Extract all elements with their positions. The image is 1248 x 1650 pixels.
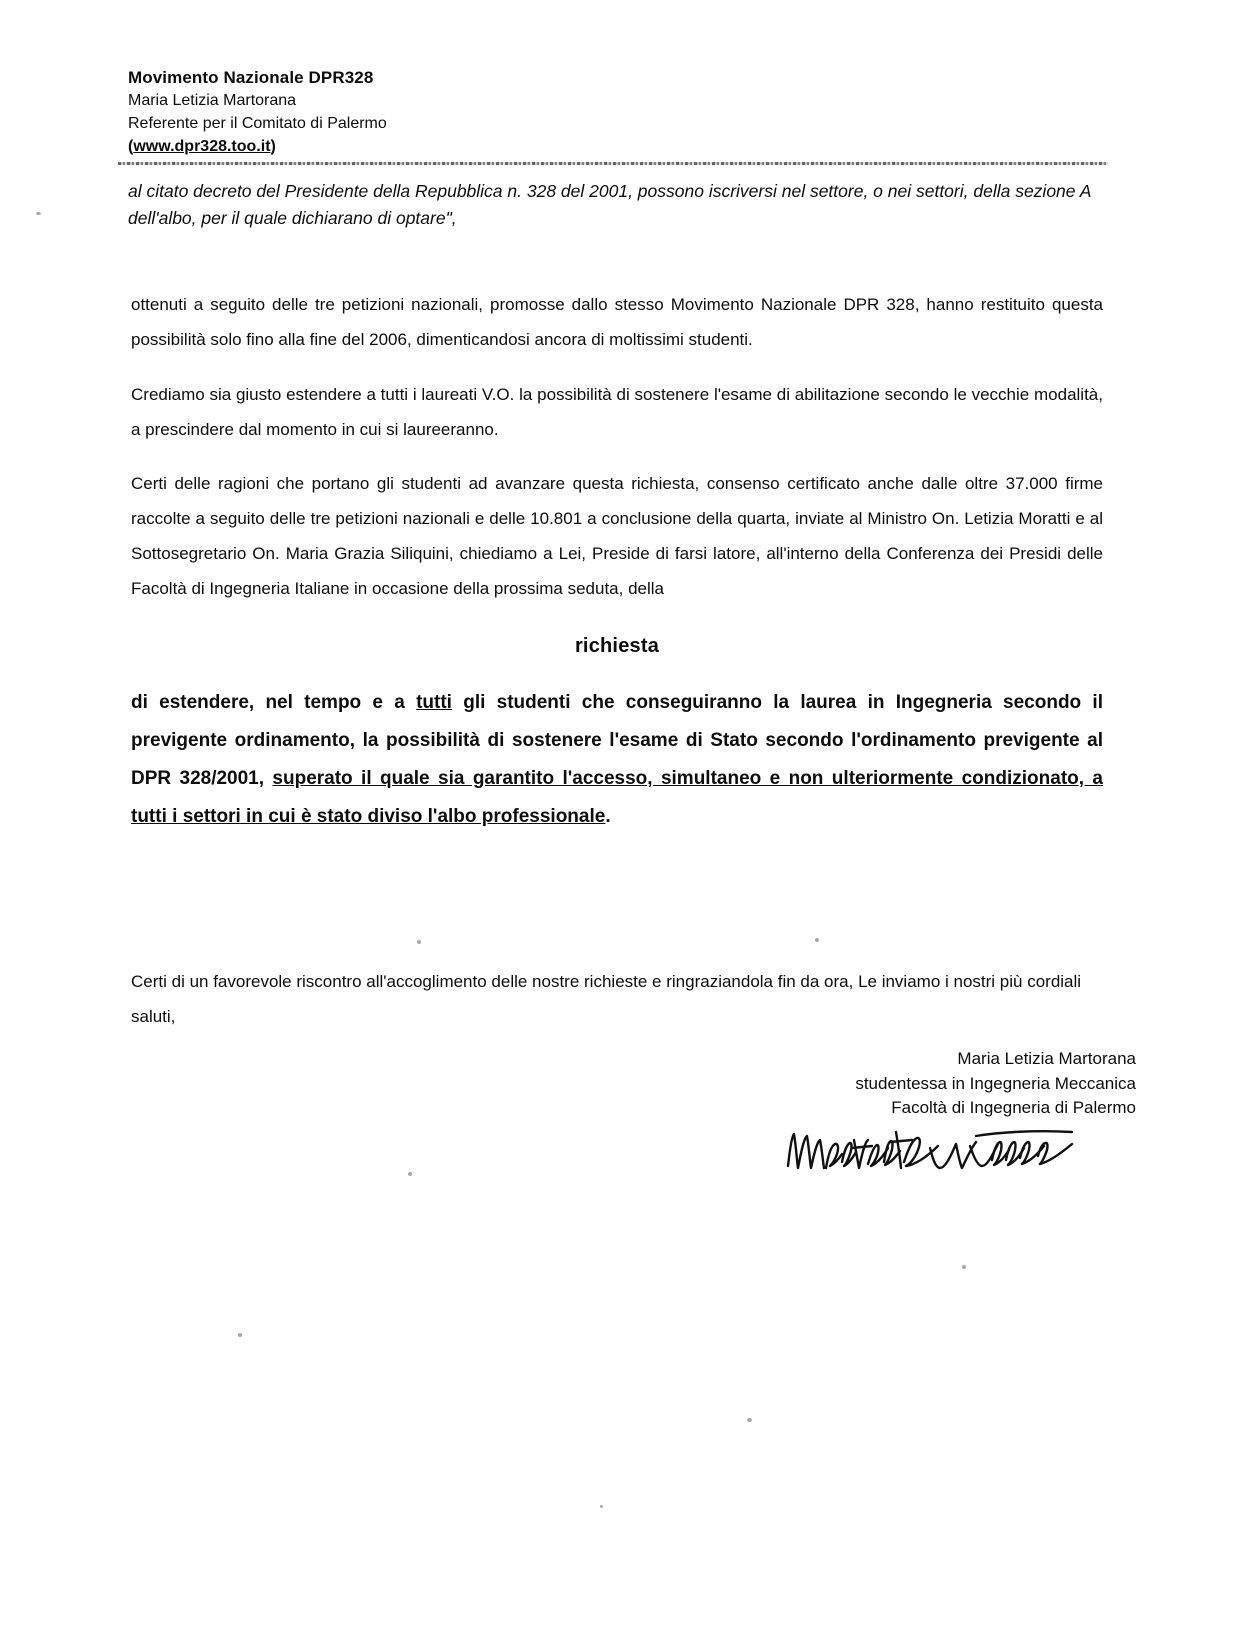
request-underline-clause: superato il quale sia garantito l'accesso, simultaneo e non ulteriormente condizionato, a tutti i settori in cui è stato diviso l'albo professionale	[131, 767, 1103, 827]
quoted-decree-text: al citato decreto del Presidente della Repubblica n. 328 del 2001, possono iscriversi nel settore, o nei settori, della sezione A dell'albo, per il quale dichiarano di optare",	[128, 181, 1091, 229]
signature-faculty: Facoltà di Ingegneria di Palermo	[891, 1098, 1136, 1118]
scan-speck	[238, 1333, 242, 1337]
closing-paragraph: Certi di un favorevole riscontro all'accoglimento delle nostre richieste e ringraziandola fin da ora, Le inviamo i nostri più cordiali saluti,	[131, 972, 1082, 1026]
scan-speck	[815, 938, 819, 942]
letterhead-website[interactable]	[128, 136, 1028, 159]
signature-name: Maria Letizia Martorana	[957, 1049, 1136, 1068]
handwritten-signature	[780, 1118, 1100, 1188]
request-heading: richiesta	[574, 634, 660, 657]
scan-speck	[962, 1265, 966, 1269]
paragraph-1: ottenuti a seguito delle tre petizioni nazionali, promosse dallo stesso Movimento Nazionale DPR 328, hanno restituito questa possibilità solo fino alla fine del 2006, dimenticandosi ancora di moltissimi studenti.	[131, 295, 1103, 349]
website-paren-open: (	[128, 137, 134, 155]
website-url[interactable]: www.dpr328.too.it	[133, 137, 271, 155]
letterhead	[128, 66, 1028, 158]
scan-speck	[36, 212, 41, 215]
signature-block	[855, 1047, 1136, 1121]
header-divider	[118, 162, 1108, 165]
website-paren-close: )	[270, 137, 276, 155]
request-part-1: di estendere, nel tempo e a	[131, 691, 417, 713]
paragraph-2: Crediamo sia giusto estendere a tutti i laureati V.O. la possibilità di sostenere l'esame di abilitazione secondo le vecchie modalità, a prescindere dal momento in cui si laureeranno.	[131, 384, 1103, 439]
request-text	[131, 684, 1103, 836]
signature-role: studentessa in Ingegneria Meccanica	[855, 1073, 1136, 1093]
letterhead-organization: Movimento Nazionale DPR328	[128, 68, 374, 87]
letter-body	[131, 288, 1103, 854]
scan-speck	[417, 940, 421, 944]
request-part-2: gli studenti che conseguiranno la laurea in Ingegneria secondo il previgente ordinamento, la possibilità di sostenere l'esame di Stato secondo l'ordinamento previgente al DPR 328/2001,	[131, 691, 1103, 789]
letterhead-person: Maria Letizia Martorana	[128, 92, 297, 110]
request-part-3: .	[605, 805, 611, 827]
scan-speck	[408, 1172, 412, 1176]
letterhead-role: Referente per il Comitato di Palermo	[128, 114, 387, 132]
request-underline-tutti: tutti	[416, 691, 452, 713]
paragraph-3: Certi delle ragioni che portano gli studenti ad avanzare questa richiesta, consenso certificato anche dalle oltre 37.000 firme raccolte a seguito delle tre petizioni nazionali e delle 10.801 a conclusione della quarta, inviate al Ministro On. Letizia Moratti e al Sottosegretario On. Maria Grazia Siliquini, chiediamo a Lei, Preside di farsi latore, all'interno della Conferenza dei Presidi delle Facoltà di Ingegneria Italiane in occasione della prossima seduta, della	[131, 474, 1103, 598]
scan-speck	[747, 1418, 752, 1422]
scan-speck	[600, 1505, 603, 1508]
